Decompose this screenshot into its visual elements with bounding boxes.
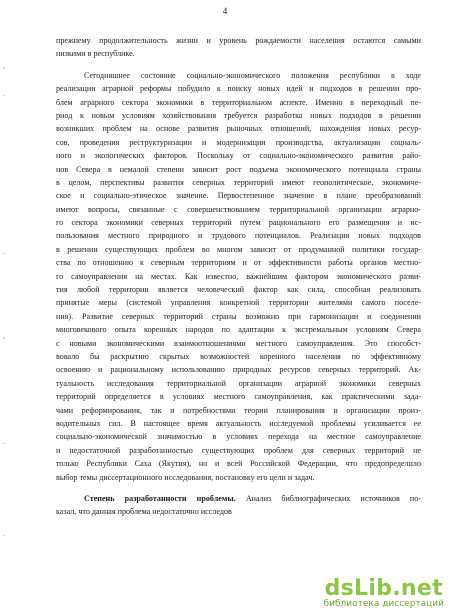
paragraph-line: казал, что данная проблема недостаточно исследов xyxy=(56,507,232,517)
paragraph-line: Сегодняшнее состояние социально-экономического положения республики в ходе xyxy=(84,70,421,80)
paragraph-line: и недостаточной разработанностью существующих проблем для северных территорий не xyxy=(56,445,421,455)
paragraph-line: многовекового опыта коренных народов по адаптации к экстремальным условиям Севера xyxy=(56,325,421,335)
paragraph-line: только Республики Саха (Якутия), но и всей Российской Федерации, что предопределило xyxy=(56,459,421,469)
paragraph-line: блем аграрного сектора экономики в территориальном аспекте. Именно в переходный пе- xyxy=(56,97,421,107)
paragraph-line: имеют вопросы, связанные с совершенствованием территориальной организации аграрно- xyxy=(56,204,421,214)
watermark-logo: dsLib.net xyxy=(324,576,443,601)
paragraph-line: риод к новым условиям хозяйствования требуется разработка новых подходов в решении xyxy=(56,110,421,120)
paragraph-line: Степень разработанности проблемы. Анализ библиографических источников по- xyxy=(84,493,421,503)
paragraph-1 xyxy=(56,34,421,61)
paragraph-3 xyxy=(56,492,421,519)
margin-mark: · xyxy=(3,92,6,100)
paragraph-line: ния). Развитие северных территорий страны возможно при гармонизации и соединении xyxy=(56,311,421,321)
paragraph-line: освоению и рациональному использованию природных ресурсов северных территорий. Ак- xyxy=(56,365,421,375)
paragraph-line: водительных сил. В настоящее время актуальность исследуемой проблемы усиливается ее xyxy=(56,418,421,428)
margin-mark: . xyxy=(3,530,6,538)
paragraph-line: в решении существующих проблем во многом зависит от продуманной политики государ- xyxy=(56,244,421,254)
paragraph-line: социально-экономической значимостью в условиях перехода на местное самоуправление xyxy=(56,432,421,442)
paragraph-line: ства по отношению к северным территориям и от эффективности работы органов местно- xyxy=(56,258,421,268)
body-text xyxy=(56,34,421,519)
section-heading: Степень разработанности проблемы. xyxy=(84,493,236,503)
paragraph-line: выбор темы диссертационного исследования, постановку его цели и задач. xyxy=(56,472,315,482)
paragraph-line: низкими в республике. xyxy=(56,49,135,59)
watermark-subtitle: библиотека диссертаций xyxy=(323,599,444,609)
page-number: 4 xyxy=(222,6,228,16)
paragraph-line: го сектора экономики северных территорий путем рационального его размещения и ис- xyxy=(56,218,421,228)
paragraph-line: ское и социально-этическое значение. Первостепенное значение в плане преобразований xyxy=(56,191,421,201)
paragraph-line: нов Севера в немалой степени зависит рост подъема экономического потенциала страны xyxy=(56,164,421,174)
paragraph-line: реализации аграрной реформы побудило к поиску новых идей и подходов в решении про- xyxy=(56,84,421,94)
paragraph-line: сов, проведения реструктуризации и модернизации производства, актуализации социаль- xyxy=(56,137,421,147)
paragraph-line: туальность исследования территориальной организации аграрной экономики северных xyxy=(56,378,421,388)
paragraph-line: принятые меры (системой управления конкретной территории жителями самого поселе- xyxy=(56,298,421,308)
paragraph-line: территорий определяется в условиях местного самоуправления, как практическими зада- xyxy=(56,392,421,402)
margin-mark: , xyxy=(3,332,6,340)
paragraph-2 xyxy=(56,69,421,484)
paragraph-line: тия любой территории является человеческий фактор как сила, способная реализовать xyxy=(56,285,421,295)
paragraph-line: прежнему продолжительность жизни и уровень рождаемости населения остаются самыми xyxy=(56,36,421,45)
paragraph-line: вовало бы раскрытию скрытых возможностей коренного населения по эффективному xyxy=(56,351,421,361)
paragraph-line: го самоуправления на местах. Как известно, важнейшим фактором экономического разви- xyxy=(56,271,421,281)
margin-mark: , xyxy=(3,62,6,70)
margin-mark: . xyxy=(3,438,6,446)
paragraph-line: возникших проблем на основе развития рыночных отношений, нахождения новых ресур- xyxy=(56,124,421,134)
paragraph-line: с новыми экономическими взаимоотношениями местного самоуправления. Это способст- xyxy=(56,338,421,348)
paragraph-line: ного и экологических факторов. Поскольку от социально-экономического развития райо- xyxy=(56,151,421,161)
paragraph-line: в целом, перспективы развития северных территорий имеют геополитическое, экономиче- xyxy=(56,177,421,187)
watermark xyxy=(324,576,444,609)
paragraph-line: пользования местного природного и трудового потенциалов. Реализация новых подходов xyxy=(56,231,421,241)
paragraph-line: чами реформирования, так и потребностями теории планирования и организации произ- xyxy=(56,405,421,415)
margin-mark: · xyxy=(3,250,6,258)
